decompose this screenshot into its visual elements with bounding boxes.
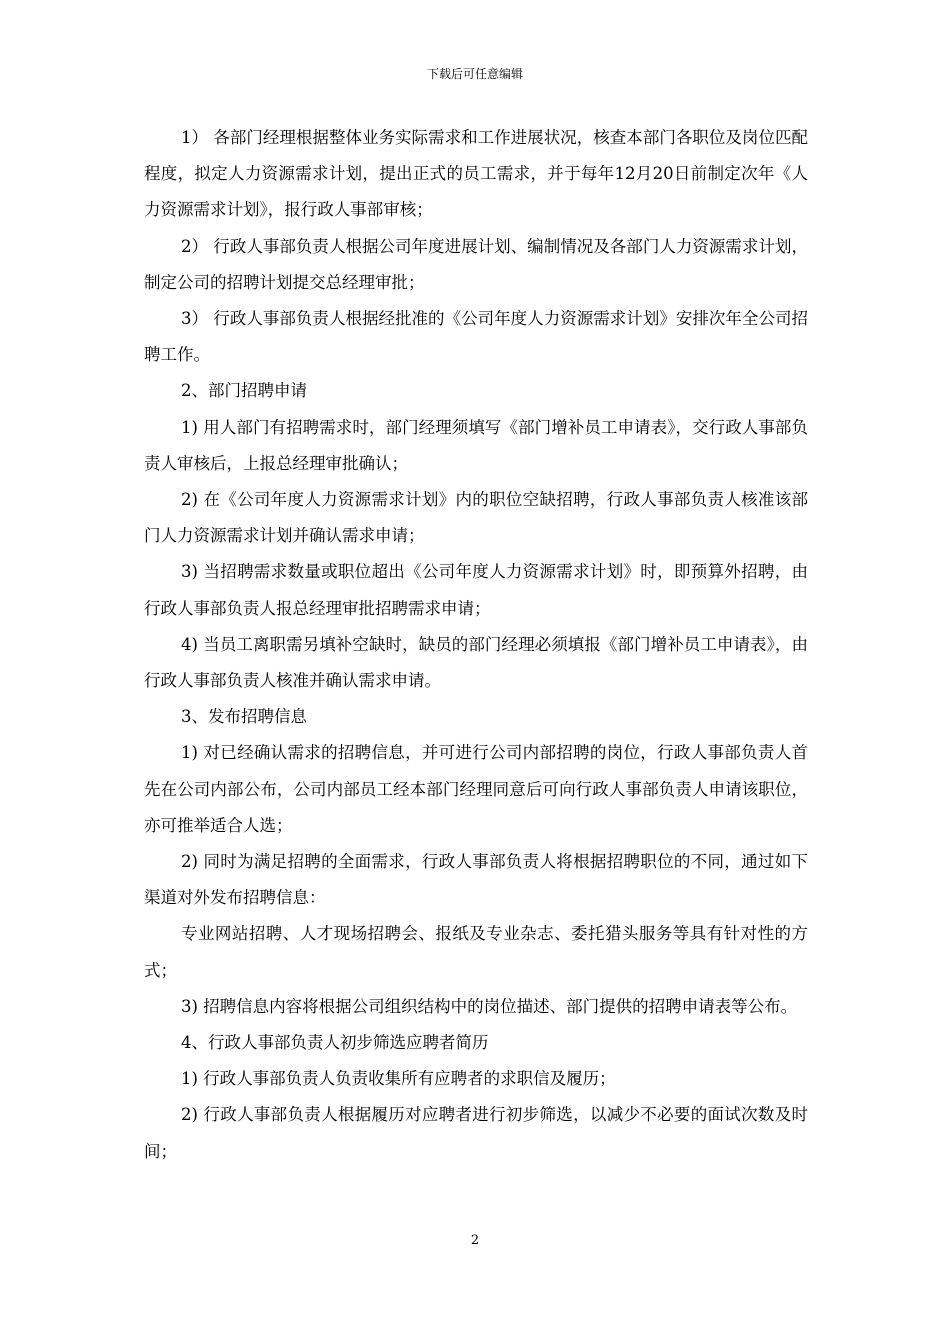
paragraph-1: 1） 各部门经理根据整体业务实际需求和工作进展状况，核查本部门各职位及岗位匹配程度，拟定人力资源需求计划，提出正式的员工需求，并于每年12月20日前制定次年《人力资源需求计划》，报行政人事部审核； bbox=[144, 128, 808, 220]
paragraph-2: 2） 行政人事部负责人根据公司年度进展计划、编制情况及各部门人力资源需求计划，制定公司的招聘计划提交总经理审批； bbox=[144, 236, 808, 292]
paragraph-3: 3） 行政人事部负责人根据经批准的《公司年度人力资源需求计划》安排次年全公司招聘工作。 bbox=[144, 309, 808, 365]
paragraph-7: 4) 当员工离职需另填补空缺时，缺员的部门经理必须填报《部门增补员工申请表》，由行政人事部负责人核准并确认需求申请。 bbox=[144, 634, 808, 691]
header-note: 下载后可任意编辑 bbox=[426, 67, 523, 81]
paragraph-5: 2) 在《公司年度人力资源需求计划》内的职位空缺招聘，行政人事部负责人核准该部门人力资源需求计划并确认需求申请； bbox=[144, 490, 808, 546]
paragraph-11: 3) 招聘信息内容将根据公司组织结构中的岗位描述、部门提供的招聘申请表等公布。 bbox=[181, 996, 798, 1016]
page-number: 2 bbox=[470, 1233, 480, 1248]
paragraph-6: 3) 当招聘需求数量或职位超出《公司年度人力资源需求计划》时，即预算外招聘，由行政人事部负责人报总经理审批招聘需求申请； bbox=[144, 562, 808, 618]
paragraph-8: 1) 对已经确认需求的招聘信息，并可进行公司内部招聘的岗位，行政人事部负责人首先在公司内部公布，公司内部员工经本部门经理同意后可向行政人事部负责人申请该职位，亦可推举适合人选； bbox=[144, 743, 808, 835]
document-body bbox=[144, 120, 808, 1170]
section-heading-3: 3、发布招聘信息 bbox=[181, 707, 307, 727]
paragraph-9: 2) 同时为满足招聘的全面需求，行政人事部负责人将根据招聘职位的不同，通过如下渠道对外发布招聘信息： bbox=[144, 852, 808, 908]
paragraph-4: 1) 用人部门有招聘需求时，部门经理须填写《部门增补员工申请表》，交行政人事部负责人审核后，上报总经理审批确认； bbox=[144, 417, 808, 473]
paragraph-13: 2) 行政人事部负责人根据履历对应聘者进行初步筛选，以减少不必要的面试次数及时间； bbox=[144, 1105, 808, 1161]
paragraph-10: 专业网站招聘、人才现场招聘会、报纸及专业杂志、委托猎头服务等具有针对性的方式； bbox=[144, 924, 808, 980]
section-heading-4: 4、行政人事部负责人初步筛选应聘者简历 bbox=[181, 1033, 489, 1053]
paragraph-12: 1) 行政人事部负责人负责收集所有应聘者的求职信及履历； bbox=[181, 1069, 616, 1089]
section-heading-2: 2、部门招聘申请 bbox=[181, 381, 307, 401]
